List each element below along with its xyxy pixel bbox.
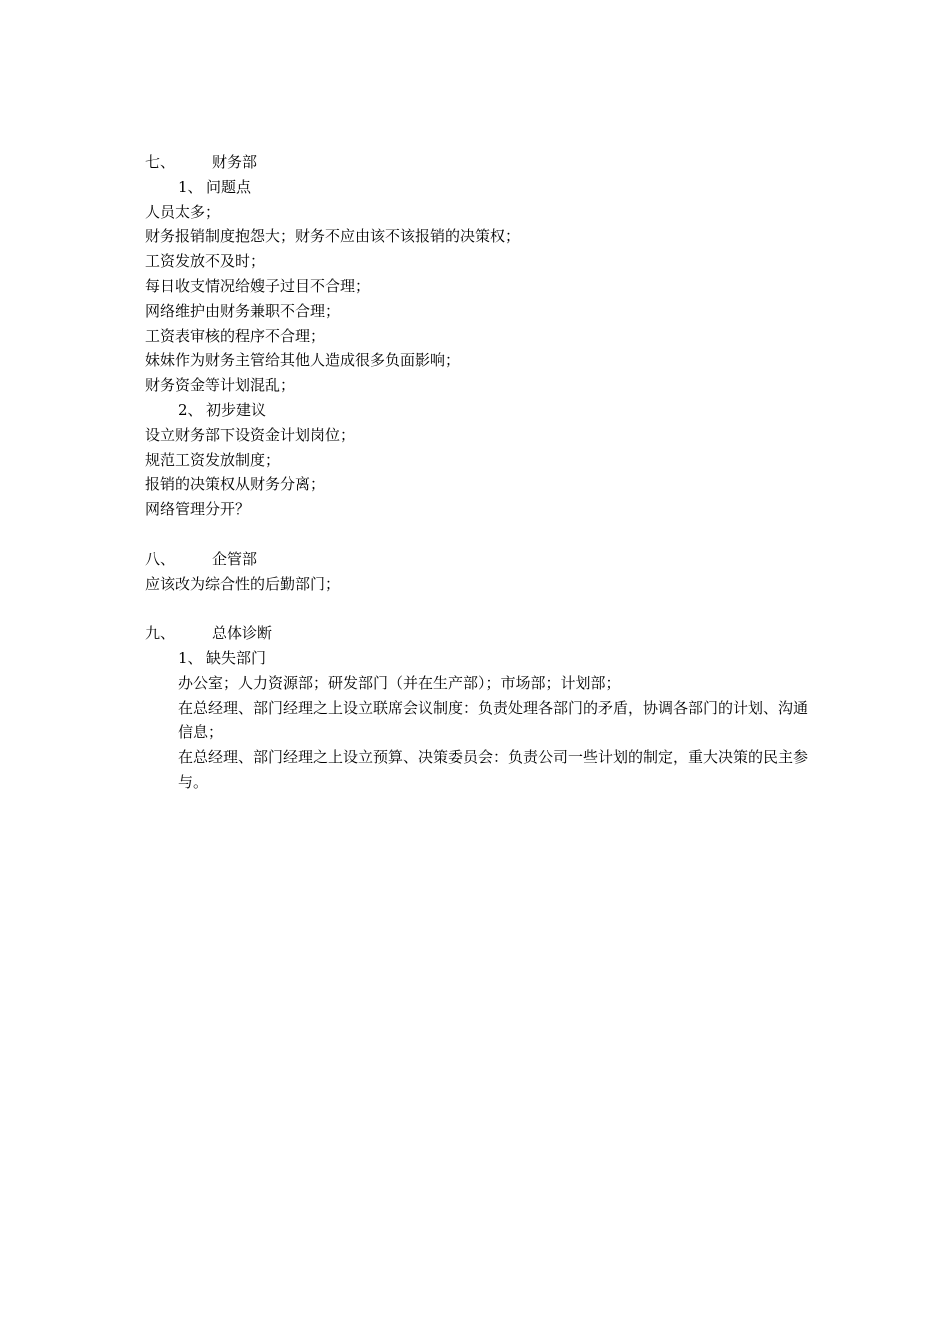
section-number: 七、 [145, 153, 176, 171]
list-item: 规范工资发放制度； [145, 450, 281, 469]
document-body [145, 150, 815, 795]
subheading-title: 初步建议 [206, 400, 267, 419]
section-number: 九、 [145, 624, 176, 643]
list-item: 工资表审核的程序不合理； [145, 326, 326, 345]
spacer [145, 596, 815, 621]
list-item: 财务报销制度抱怨大；财务不应由该不该报销的决策权； [145, 227, 521, 246]
subheading-missing [145, 646, 815, 671]
subheading-number: 1、 [178, 648, 203, 667]
list-item: 每日收支情况给嫂子过目不合理； [145, 276, 371, 295]
subheading-title: 缺失部门 [206, 648, 267, 667]
list-item: 在总经理、部门经理之上设立联席会议制度：负责处理各部门的矛盾，协调各部门的计划、沟通信息； [178, 698, 809, 742]
section-title: 财务部 [212, 153, 258, 171]
subheading-number: 2、 [178, 400, 203, 419]
subheading-suggestions [145, 398, 815, 423]
section-title: 企管部 [212, 549, 258, 568]
list-item: 人员太多； [145, 202, 221, 221]
spacer [145, 522, 815, 547]
section-heading-enterprise [145, 547, 815, 572]
list-item: 办公室；人力资源部；研发部门（并在生产部）；市场部；计划部； [178, 673, 621, 692]
list-item: 网络管理分开？ [145, 500, 251, 519]
subheading-problems [145, 175, 815, 200]
list-item: 工资发放不及时； [145, 252, 266, 271]
list-item: 设立财务部下设资金计划岗位； [145, 425, 356, 444]
paragraph: 应该改为综合性的后勤部门； [145, 574, 341, 593]
list-item: 妹妹作为财务主管给其他人造成很多负面影响； [145, 351, 461, 370]
section-number: 八、 [145, 549, 176, 568]
subheading-number: 1、 [178, 177, 203, 196]
list-item: 报销的决策权从财务分离； [145, 475, 326, 494]
list-item: 网络维护由财务兼职不合理； [145, 301, 341, 320]
list-item: 财务资金等计划混乱； [145, 376, 296, 395]
subheading-title: 问题点 [206, 177, 252, 196]
section-heading-overall [145, 621, 815, 646]
section-heading-finance [145, 150, 815, 175]
list-item: 在总经理、部门经理之上设立预算、决策委员会：负责公司一些计划的制定，重大决策的民主参与。 [178, 748, 809, 791]
section-title: 总体诊断 [212, 624, 273, 643]
